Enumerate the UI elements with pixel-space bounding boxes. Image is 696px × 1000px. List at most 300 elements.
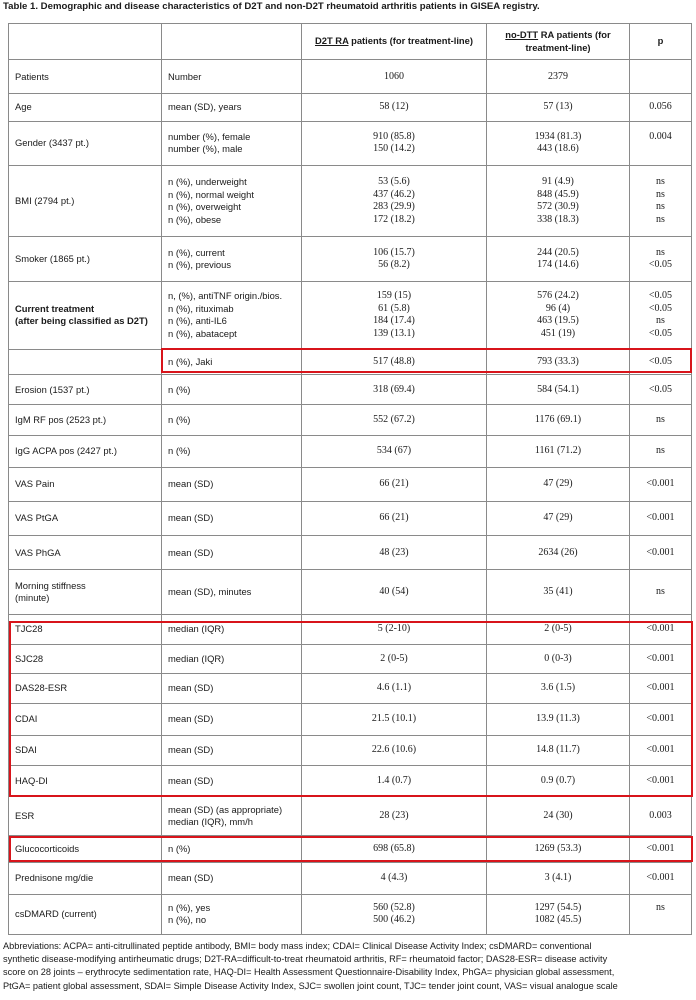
cell-measure — [162, 281, 302, 349]
cell-line: (minute) — [15, 592, 50, 604]
cell-non-d2t-value — [487, 121, 630, 165]
cell-measure — [162, 60, 302, 94]
cell-line: 0.056 — [649, 101, 672, 113]
cell-non-d2t-value — [487, 894, 630, 934]
cell-measure — [162, 614, 302, 644]
cell-line: n (%), obese — [168, 213, 222, 225]
table-row — [9, 165, 692, 236]
cell-d2t-value — [302, 502, 487, 536]
cell-d2t-value — [302, 405, 487, 435]
abbreviations-footnote — [3, 940, 693, 993]
cell-line: mean (SD) — [168, 512, 214, 524]
cell-line: Patients — [15, 70, 49, 82]
cell-line: 58 (12) — [379, 101, 409, 113]
cell-characteristic — [9, 894, 162, 934]
cell-characteristic — [9, 467, 162, 501]
cell-characteristic — [9, 836, 162, 863]
cell-characteristic — [9, 644, 162, 673]
cell-line: 443 (18.6) — [537, 143, 579, 155]
cell-non-d2t-value — [487, 536, 630, 570]
cell-line: 0.004 — [649, 130, 672, 142]
table-row — [9, 836, 692, 863]
cell-measure — [162, 674, 302, 704]
cell-line: <0.001 — [646, 843, 675, 854]
table-row — [9, 467, 692, 501]
cell-line: <0.001 — [646, 743, 675, 755]
cell-line: n (%), previous — [168, 259, 232, 271]
cell-line: Current treatment — [15, 302, 95, 314]
cell-line: ns — [656, 213, 665, 225]
cell-d2t-value — [302, 796, 487, 835]
cell-line: 318 (69.4) — [373, 383, 415, 395]
table-row — [9, 536, 692, 570]
cell-line: 139 (13.1) — [373, 327, 415, 339]
cell-line: 698 (65.8) — [373, 843, 415, 854]
cell-non-d2t-value — [487, 674, 630, 704]
cell-line: IgG ACPA pos (2427 pt.) — [15, 444, 117, 456]
cell-line: 0 (0-3) — [544, 652, 572, 664]
cell-non-d2t-value — [487, 644, 630, 673]
cell-characteristic — [9, 536, 162, 570]
cell-measure — [162, 350, 302, 375]
cell-line: 96 (4) — [545, 302, 571, 314]
cell-line: 534 (67) — [376, 444, 412, 456]
cell-characteristic — [9, 674, 162, 704]
cell-d2t-value — [302, 121, 487, 165]
cell-line: 66 (21) — [379, 512, 409, 524]
cell-p-value — [630, 570, 692, 614]
table-row — [9, 237, 692, 281]
cell-measure — [162, 165, 302, 236]
abbreviations-line: PtGA= patient global assessment, SDAI= Simple Disease Activity Index, SJC= swollen joint count, TJC= tender joint count, VAS= visual analogue scale — [3, 980, 618, 991]
cell-d2t-value — [302, 375, 487, 405]
cell-line: 910 (85.8) — [373, 130, 415, 142]
cell-line: mean (SD) (as appropriate) — [168, 803, 283, 815]
cell-d2t-value — [302, 863, 487, 894]
cell-line: 1269 (53.3) — [534, 843, 582, 854]
cell-line: 61 (5.8) — [378, 302, 410, 314]
cell-line: 552 (67.2) — [373, 413, 415, 425]
cell-line: SDAI — [15, 743, 37, 755]
cell-characteristic — [9, 796, 162, 835]
cell-non-d2t-value — [487, 237, 630, 281]
cell-non-d2t-value — [487, 350, 630, 375]
cell-d2t-value — [302, 467, 487, 501]
cell-line: mean (SD) — [168, 774, 214, 786]
cell-measure — [162, 405, 302, 435]
cell-line: 584 (54.1) — [537, 383, 579, 395]
table-row — [9, 796, 692, 835]
cell-line: mean (SD) — [168, 713, 214, 725]
cell-line: HAQ-DI — [15, 774, 48, 786]
cell-p-value — [630, 94, 692, 121]
cell-p-value — [630, 836, 692, 863]
cell-measure — [162, 765, 302, 796]
cell-d2t-value — [302, 765, 487, 796]
cell-line: mean (SD), years — [168, 101, 242, 113]
cell-measure — [162, 836, 302, 863]
table-row — [9, 704, 692, 735]
cell-measure — [162, 704, 302, 735]
table-row — [9, 570, 692, 614]
cell-characteristic — [9, 121, 162, 165]
cell-non-d2t-value — [487, 796, 630, 835]
cell-line: TJC28 — [15, 623, 43, 635]
cell-measure — [162, 863, 302, 894]
cell-line: 451 (19) — [540, 327, 576, 339]
cell-non-d2t-value — [487, 405, 630, 435]
cell-characteristic — [9, 502, 162, 536]
cell-line: csDMARD (current) — [15, 908, 97, 920]
cell-p-value — [630, 894, 692, 934]
cell-characteristic — [9, 237, 162, 281]
cell-line: 1161 (71.2) — [534, 444, 582, 456]
cell-non-d2t-value — [487, 94, 630, 121]
cell-line: <0.001 — [646, 546, 675, 558]
cell-line: 517 (48.8) — [373, 355, 415, 367]
cell-line: ns — [656, 201, 665, 213]
cell-line: VAS PtGA — [15, 512, 59, 524]
cell-line: mean (SD), minutes — [168, 585, 252, 597]
cell-non-d2t-value — [487, 502, 630, 536]
table-row — [9, 281, 692, 349]
cell-line: median (IQR) — [168, 623, 225, 635]
cell-line: 244 (20.5) — [537, 246, 579, 258]
characteristics-table — [8, 23, 692, 935]
abbreviations-line: Abbreviations: ACPA= anti-citrullinated peptide antibody, BMI= body mass index; CDAI= Clinical Disease Activity Index; csDMARD= conventional — [3, 941, 592, 951]
cell-line: <0.05 — [648, 259, 673, 271]
cell-d2t-value — [302, 94, 487, 121]
cell-line: 172 (18.2) — [373, 213, 415, 225]
table-row — [9, 435, 692, 467]
cell-non-d2t-value — [487, 704, 630, 735]
cell-non-d2t-value — [487, 435, 630, 467]
cell-line: Erosion (1537 pt.) — [15, 383, 90, 395]
cell-line: (after being classified as D2T) — [15, 315, 148, 327]
cell-measure — [162, 502, 302, 536]
cell-line: 2 (0-5) — [544, 623, 572, 635]
cell-p-value — [630, 121, 692, 165]
cell-d2t-value — [302, 237, 487, 281]
cell-p-value — [630, 502, 692, 536]
cell-non-d2t-value — [487, 570, 630, 614]
cell-p-value — [630, 60, 692, 94]
cell-d2t-value — [302, 570, 487, 614]
cell-measure — [162, 94, 302, 121]
cell-line: 56 (8.2) — [378, 259, 410, 271]
cell-characteristic — [9, 765, 162, 796]
cell-characteristic — [9, 863, 162, 894]
cell-line: 1082 (45.5) — [534, 914, 582, 926]
cell-line: ns — [656, 444, 665, 456]
cell-line: n (%) — [168, 843, 191, 854]
cell-p-value — [630, 704, 692, 735]
cell-line: 2 (0-5) — [380, 652, 408, 664]
cell-line: 1297 (54.5) — [534, 901, 582, 913]
table-row — [9, 674, 692, 704]
cell-line: DAS28-ESR — [15, 682, 68, 694]
cell-line: number (%), female — [168, 130, 251, 142]
cell-line: 2379 — [548, 70, 568, 82]
cell-p-value — [630, 644, 692, 673]
cell-p-value — [630, 765, 692, 796]
cell-line: n (%), rituximab — [168, 302, 234, 314]
cell-line: 793 (33.3) — [537, 355, 579, 367]
table-row — [9, 863, 692, 894]
cell-non-d2t-value — [487, 735, 630, 765]
cell-line: median (IQR) — [168, 652, 225, 664]
cell-line: <0.05 — [648, 355, 673, 367]
cell-p-value — [630, 435, 692, 467]
cell-line: 576 (24.2) — [537, 290, 579, 302]
cell-p-value — [630, 375, 692, 405]
cell-line: mean (SD) — [168, 546, 214, 558]
cell-non-d2t-value — [487, 614, 630, 644]
cell-characteristic — [9, 435, 162, 467]
cell-line: median (IQR), mm/h — [168, 816, 253, 828]
table-row — [9, 350, 692, 375]
cell-line: 35 (41) — [543, 585, 573, 597]
cell-line: 53 (5.6) — [378, 176, 410, 188]
cell-line: Prednisone mg/die — [15, 872, 94, 884]
cell-line: n (%) — [168, 383, 191, 395]
cell-line: VAS PhGA — [15, 546, 61, 558]
table-row — [9, 735, 692, 765]
table-row — [9, 121, 692, 165]
cell-characteristic — [9, 375, 162, 405]
cell-line: <0.05 — [648, 290, 673, 302]
cell-line: 0.003 — [649, 809, 672, 821]
table-row — [9, 94, 692, 121]
cell-line: 3 (4.1) — [544, 872, 572, 884]
cell-line: 437 (46.2) — [373, 188, 415, 200]
cell-non-d2t-value — [487, 165, 630, 236]
cell-d2t-value — [302, 894, 487, 934]
cell-line: 91 (4.9) — [542, 176, 574, 188]
cell-line: mean (SD) — [168, 682, 214, 694]
cell-line: ns — [656, 246, 665, 258]
table-row — [9, 614, 692, 644]
cell-characteristic — [9, 704, 162, 735]
cell-line: 21.5 (10.1) — [371, 713, 417, 725]
cell-line: 500 (46.2) — [373, 914, 415, 926]
cell-line: 48 (23) — [379, 546, 409, 558]
cell-characteristic — [9, 60, 162, 94]
cell-measure — [162, 467, 302, 501]
cell-measure — [162, 796, 302, 835]
cell-line: CDAI — [15, 713, 38, 725]
cell-line: 0.9 (0.7) — [540, 774, 576, 786]
cell-p-value — [630, 735, 692, 765]
cell-line: n (%), anti-IL6 — [168, 315, 227, 327]
cell-line: ESR — [15, 809, 35, 821]
table-title: Table 1. Demographic and disease characteristics of D2T and non-D2T rheumatoid arthritis patients in GISEA registry. — [3, 1, 540, 12]
cell-measure — [162, 121, 302, 165]
cell-non-d2t-value — [487, 467, 630, 501]
cell-line: <0.001 — [646, 872, 675, 884]
cell-line: SJC28 — [15, 652, 44, 664]
cell-line: 40 (54) — [379, 585, 409, 597]
cell-measure — [162, 894, 302, 934]
cell-p-value — [630, 467, 692, 501]
cell-d2t-value — [302, 704, 487, 735]
cell-line: n (%), overweight — [168, 201, 241, 213]
cell-line: 13.9 (11.3) — [536, 713, 580, 725]
cell-p-value — [630, 350, 692, 375]
cell-line: n (%) — [168, 413, 191, 425]
cell-p-value — [630, 405, 692, 435]
cell-line: Glucocorticoids — [15, 843, 80, 854]
cell-d2t-value — [302, 674, 487, 704]
cell-line: 1176 (69.1) — [534, 413, 582, 425]
cell-line: ns — [656, 315, 665, 327]
cell-line: Number — [168, 70, 202, 82]
cell-line: 560 (52.8) — [373, 901, 415, 913]
cell-line: ns — [656, 585, 665, 597]
cell-line: <0.001 — [646, 512, 675, 524]
cell-line: 24 (30) — [543, 809, 573, 821]
cell-line: Age — [15, 101, 32, 113]
table-row — [9, 60, 692, 94]
table-row — [9, 765, 692, 796]
cell-measure — [162, 536, 302, 570]
cell-non-d2t-value — [487, 60, 630, 94]
cell-line: mean (SD) — [168, 743, 214, 755]
cell-line: 174 (14.6) — [537, 259, 579, 271]
cell-line: 1934 (81.3) — [534, 130, 582, 142]
cell-line: <0.001 — [646, 682, 675, 694]
cell-line — [15, 356, 155, 369]
cell-p-value — [630, 237, 692, 281]
cell-line: 338 (18.3) — [537, 213, 579, 225]
cell-measure — [162, 735, 302, 765]
abbreviations-line: synthetic disease-modifying antirheumatic drugs; D2T-RA=difficult-to-treat rheumatoid arthritis, RF= rheumatoid factor; DAS28-ESR= disease activity — [3, 954, 608, 965]
cell-d2t-value — [302, 614, 487, 644]
cell-line: mean (SD) — [168, 478, 214, 490]
cell-characteristic — [9, 94, 162, 121]
cell-line: 66 (21) — [379, 478, 409, 490]
cell-line: ns — [656, 901, 665, 913]
cell-measure — [162, 375, 302, 405]
cell-line: n (%), normal weight — [168, 188, 254, 200]
cell-line: 1.4 (0.7) — [376, 774, 412, 786]
cell-line: n (%), no — [168, 914, 207, 926]
cell-line: VAS Pain — [15, 478, 55, 490]
cell-line: <0.001 — [646, 478, 675, 490]
cell-line: <0.001 — [646, 713, 675, 725]
header-non-d2t — [487, 24, 630, 60]
cell-line: n (%) — [168, 444, 191, 456]
cell-line: Morning stiffness — [15, 579, 86, 591]
cell-line: mean (SD) — [168, 872, 214, 884]
table-row — [9, 644, 692, 673]
cell-characteristic — [9, 165, 162, 236]
cell-line: 2634 (26) — [538, 546, 578, 558]
cell-measure — [162, 237, 302, 281]
cell-d2t-value — [302, 281, 487, 349]
cell-line: n (%), Jaki — [168, 355, 213, 367]
cell-line: n (%), underweight — [168, 176, 247, 188]
cell-line: 5 (2-10) — [377, 623, 411, 635]
header-d2t — [302, 24, 487, 60]
cell-line: 159 (15) — [376, 290, 412, 302]
cell-measure — [162, 644, 302, 673]
table-row — [9, 405, 692, 435]
cell-line — [636, 143, 685, 156]
cell-line: 572 (30.9) — [537, 201, 579, 213]
cell-line: 106 (15.7) — [373, 246, 415, 258]
cell-non-d2t-value — [487, 375, 630, 405]
cell-characteristic — [9, 281, 162, 349]
cell-d2t-value — [302, 836, 487, 863]
header-p: p — [630, 24, 692, 60]
cell-line: n (%), abatacept — [168, 327, 237, 339]
cell-line: 3.6 (1.5) — [540, 682, 576, 694]
cell-line: 848 (45.9) — [537, 188, 579, 200]
cell-p-value — [630, 614, 692, 644]
cell-line: <0.001 — [646, 652, 675, 664]
cell-characteristic — [9, 570, 162, 614]
cell-characteristic — [9, 405, 162, 435]
header-underlined-text: no-DTT — [505, 29, 539, 41]
cell-characteristic — [9, 350, 162, 375]
table-row — [9, 375, 692, 405]
cell-d2t-value — [302, 350, 487, 375]
cell-line: 4.6 (1.1) — [376, 682, 412, 694]
cell-p-value — [630, 165, 692, 236]
cell-line: n, (%), antiTNF origin./bios. — [168, 290, 283, 302]
header-row — [9, 24, 692, 60]
cell-measure — [162, 435, 302, 467]
header-underlined-text: D2T RA — [314, 35, 349, 47]
cell-line: <0.05 — [648, 383, 673, 395]
cell-line: 184 (17.4) — [373, 315, 415, 327]
cell-d2t-value — [302, 435, 487, 467]
cell-line: 22.6 (10.6) — [371, 743, 417, 755]
abbreviations-line: score on 28 joints – erythrocyte sedimentation rate, HAQ-DI= Health Assessment Questionnaire-Disability Index, PhGA= physician global assessment, — [3, 967, 615, 978]
cell-line: n (%), yes — [168, 901, 211, 913]
cell-line: BMI (2794 pt.) — [15, 194, 75, 206]
cell-line: IgM RF pos (2523 pt.) — [15, 413, 107, 425]
cell-line: 57 (13) — [543, 101, 573, 113]
header-text: RA patients (for treatment-line) — [525, 29, 611, 53]
cell-non-d2t-value — [487, 765, 630, 796]
cell-line: 4 (4.3) — [380, 872, 408, 884]
cell-p-value — [630, 536, 692, 570]
cell-line: <0.001 — [646, 774, 675, 786]
cell-p-value — [630, 796, 692, 835]
cell-p-value — [630, 863, 692, 894]
cell-non-d2t-value — [487, 836, 630, 863]
cell-d2t-value — [302, 536, 487, 570]
cell-line — [636, 71, 685, 84]
cell-d2t-value — [302, 165, 487, 236]
cell-line: <0.05 — [648, 302, 673, 314]
cell-line: Smoker (1865 pt.) — [15, 252, 91, 264]
cell-line: <0.05 — [648, 327, 673, 339]
cell-line: 1060 — [384, 70, 404, 82]
cell-non-d2t-value — [487, 863, 630, 894]
cell-line: 463 (19.5) — [537, 315, 579, 327]
header-cell-empty — [162, 24, 302, 60]
cell-line: 283 (29.9) — [373, 201, 415, 213]
table-row — [9, 502, 692, 536]
cell-line: ns — [656, 176, 665, 188]
cell-line: number (%), male — [168, 143, 243, 155]
header-text: patients (for treatment-line) — [348, 35, 473, 47]
cell-non-d2t-value — [487, 281, 630, 349]
cell-line: ns — [656, 413, 665, 425]
